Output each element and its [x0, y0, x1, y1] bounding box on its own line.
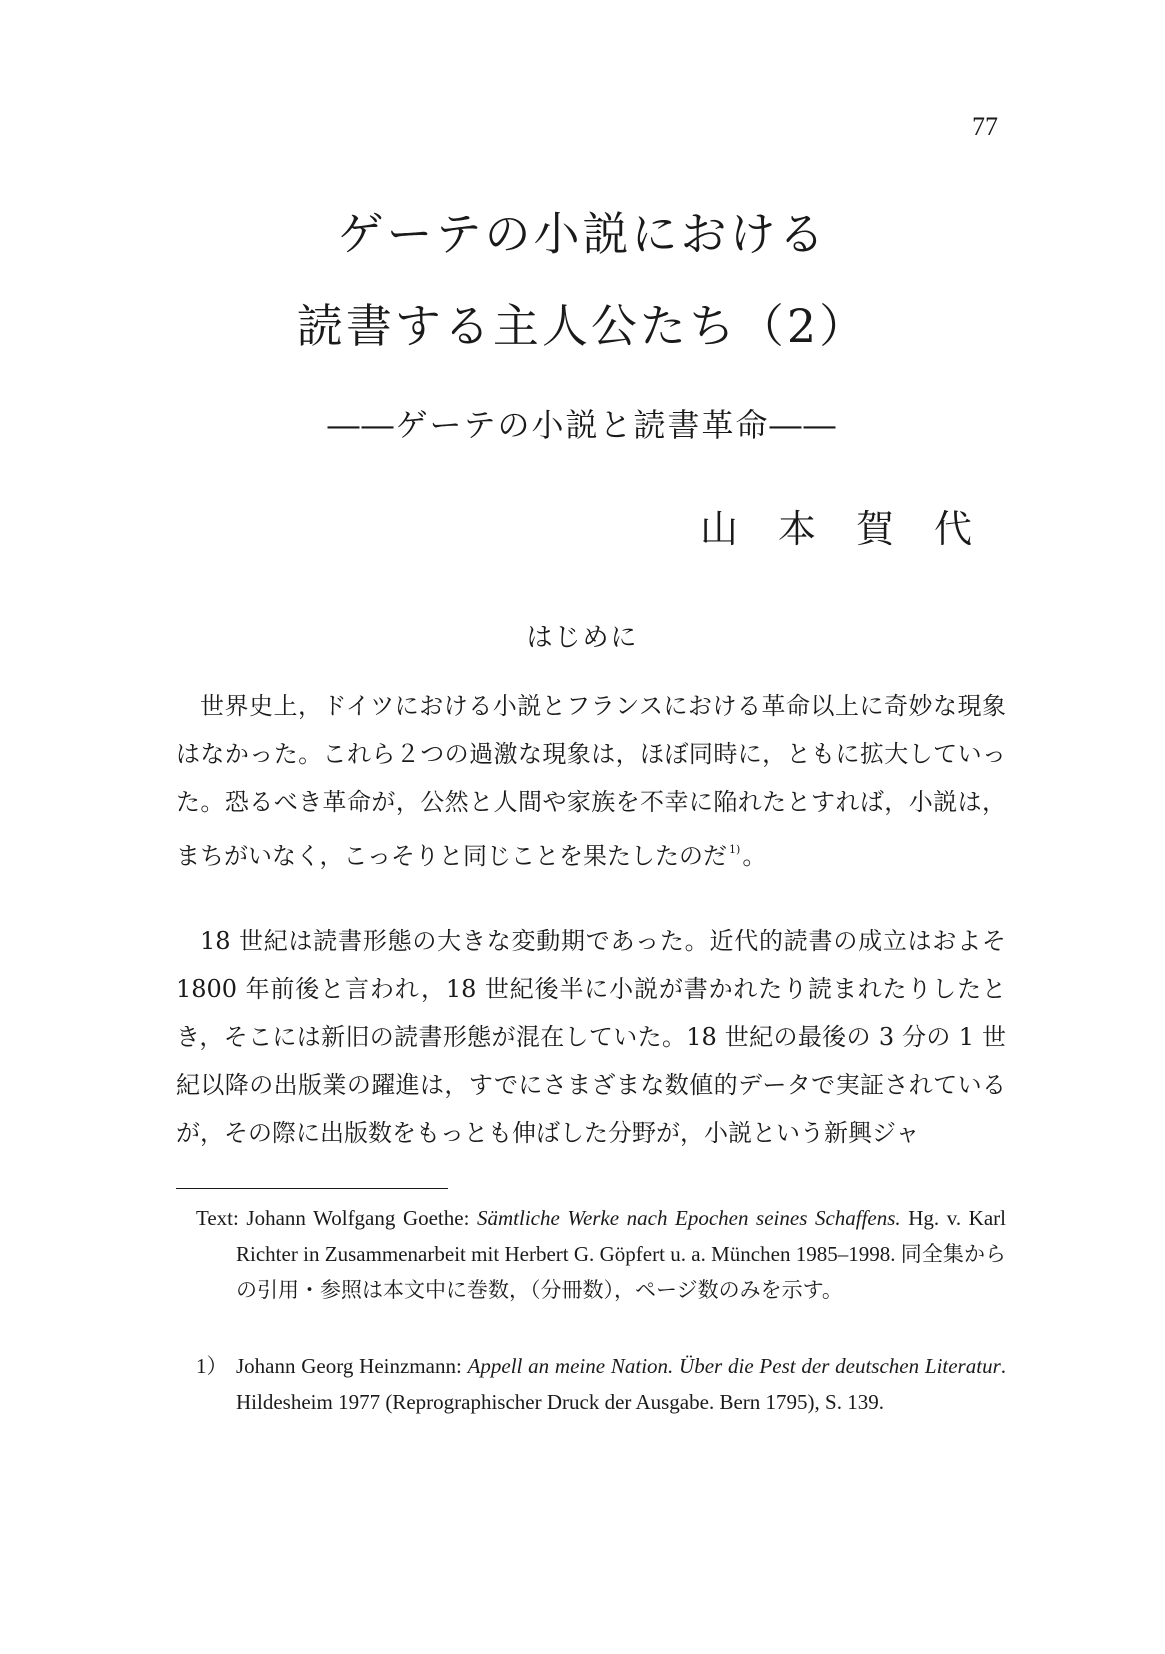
paragraph-1-end: 。: [742, 842, 767, 870]
footnote-1-mark: 1）: [196, 1354, 228, 1378]
footnote-1-rest: . Hildesheim 1977 (Reprographischer Druck der Ausgabe. Bern 1795), S. 139.: [236, 1354, 1006, 1414]
title-line-2: 読書する主人公たち（2）: [296, 299, 869, 353]
section-heading: はじめに: [526, 623, 639, 653]
page-number: 77: [972, 112, 998, 141]
body-paragraph-1: [176, 682, 1006, 880]
footnote-1: [196, 1348, 1006, 1420]
footnote-text-lead: Text: Johann Wolfgang Goethe:: [196, 1206, 477, 1230]
subtitle: ――ゲーテの小説と読書革命――: [327, 406, 838, 444]
footnote-1-title: Appell an meine Nation. Über die Pest der deutschen Literatur: [467, 1354, 1001, 1378]
paragraph-1-text: 世界史上，ドイツにおける小説とフランスにおける革命以上に奇妙な現象はなかった。これら２つの過激な現象は，ほぼ同時に，ともに拡大していった。恐るべき革命が，公然と人間や家族を不幸に陥れたとすれば，小説は，まちがいなく，こっそりと同じことを果たしたのだ: [176, 692, 1006, 870]
footnote-text-rest: Hg. v. Karl Richter in Zusammenarbeit mit Herbert G. Göpfert u. a. München 1985–1998. 同全集からの引用・参照は本文中に巻数，（分冊数），ページ数のみを示す。: [236, 1206, 1006, 1302]
footnote-reference-1: 1): [729, 843, 741, 856]
footnote-divider: [176, 1188, 448, 1189]
footnote-1-lead: Johann Georg Heinzmann:: [236, 1354, 468, 1378]
body-paragraph-2: 18 世紀は読書形態の大きな変動期であった。近代的読書の成立はおよそ 1800 年前後と言われ，18 世紀後半に小説が書かれたり読まれたりしたとき，そこには新旧の読書形態が混在していた。18 世紀の最後の 3 分の 1 世紀以降の出版業の躍進は，すでにさまざまな数値的データで実証されているが，その際に出版数をもっとも伸ばした分野が，小説という新興ジャ: [176, 927, 1006, 1147]
footnote-text-source: [196, 1200, 1006, 1308]
footnote-text-title: Sämtliche Werke nach Epochen seines Schaffens.: [477, 1206, 901, 1230]
author-name: 山本賀代: [700, 507, 1013, 551]
title-line-1: ゲーテの小説における: [337, 207, 828, 261]
